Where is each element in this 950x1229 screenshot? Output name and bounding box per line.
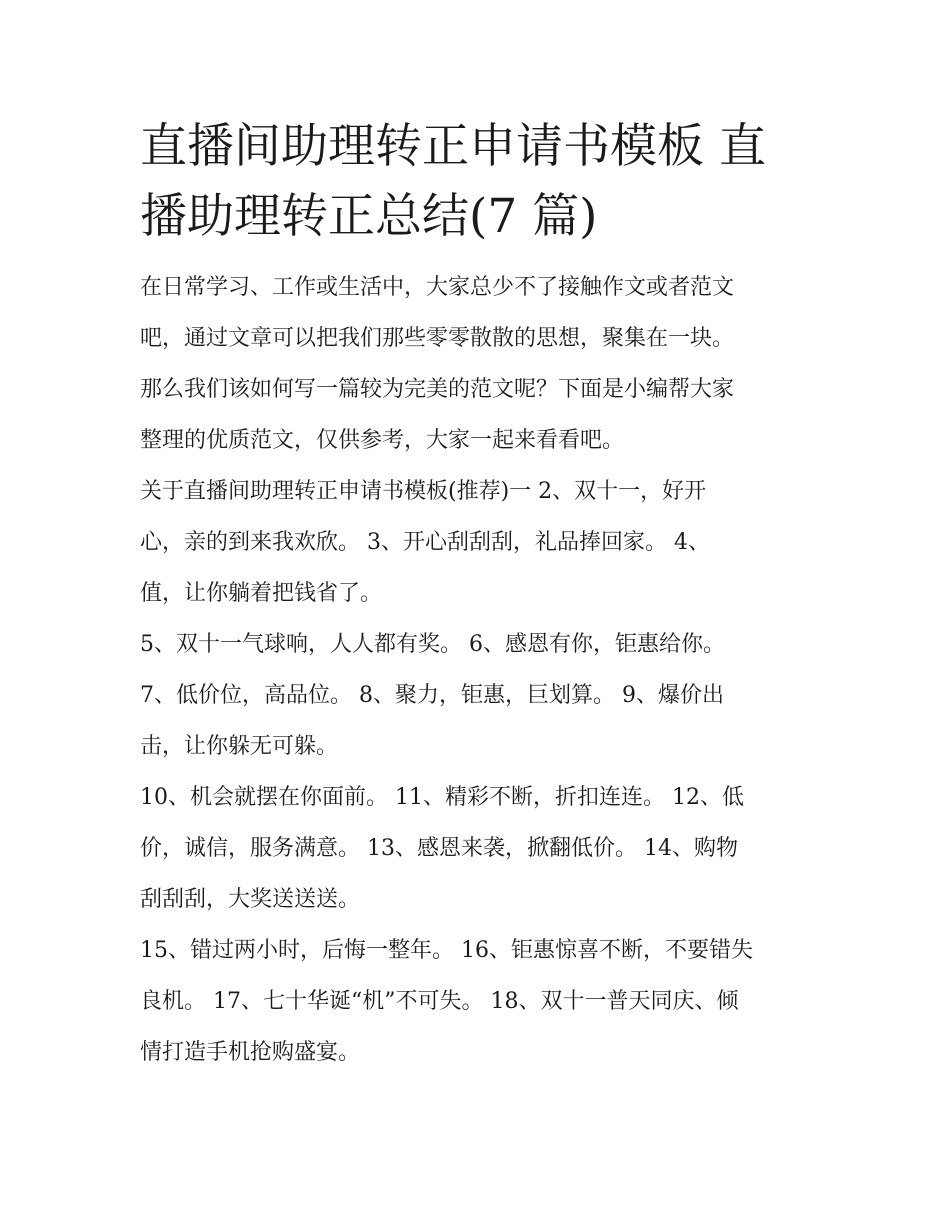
intro-paragraph: [140, 262, 820, 466]
document-page: [140, 112, 820, 1078]
paragraph-line: 击，让你躲无可躲。: [140, 734, 339, 759]
paragraph-line: 15、错过两小时，后悔一整年。 16、钜惠惊喜不断，不要错失: [140, 938, 753, 963]
paragraph-line: 价，诚信，服务满意。 13、感恩来袭，掀翻低价。 14、购物: [140, 836, 738, 861]
paragraph-line: 良机。 17、七十华诞“机”不可失。 18、双十一普天同庆、倾: [140, 989, 739, 1014]
intro-line: 吧，通过文章可以把我们那些零零散散的思想，聚集在一块。: [140, 326, 735, 351]
paragraph-line: 关于直播间助理转正申请书模板(推荐)一 2、双十一，好开: [140, 479, 707, 504]
body-paragraph: [140, 619, 820, 772]
paragraph-line: 值，让你躺着把钱省了。: [140, 581, 383, 606]
intro-line: 那么我们该如何写一篇较为完美的范文呢？下面是小编帮大家: [140, 377, 735, 402]
intro-line: 在日常学习、工作或生活中，大家总少不了接触作文或者范文: [140, 275, 735, 300]
paragraph-line: 7、低价位，高品位。 8、聚力，钜惠，巨划算。 9、爆价出: [140, 683, 724, 708]
title-line: 直播间助理转正申请书模板 直: [140, 119, 766, 174]
title-line: 播助理转正总结(7 篇): [140, 189, 598, 244]
intro-line: 整理的优质范文，仅供参考，大家一起来看看吧。: [140, 428, 625, 453]
document-title: [140, 112, 820, 252]
paragraph-line: 10、机会就摆在你面前。 11、精彩不断，折扣连连。 12、低: [140, 785, 744, 810]
body-paragraph: [140, 772, 820, 925]
paragraph-line: 5、双十一气球响，人人都有奖。 6、感恩有你，钜惠给你。: [140, 632, 725, 657]
body-paragraph: [140, 925, 820, 1078]
paragraph-line: 心，亲的到来我欢欣。 3、开心刮刮刮，礼品捧回家。 4、: [140, 530, 710, 555]
paragraph-line: 情打造手机抢购盛宴。: [140, 1040, 361, 1065]
body-paragraph: [140, 466, 820, 619]
paragraph-line: 刮刮刮，大奖送送送。: [140, 887, 361, 912]
